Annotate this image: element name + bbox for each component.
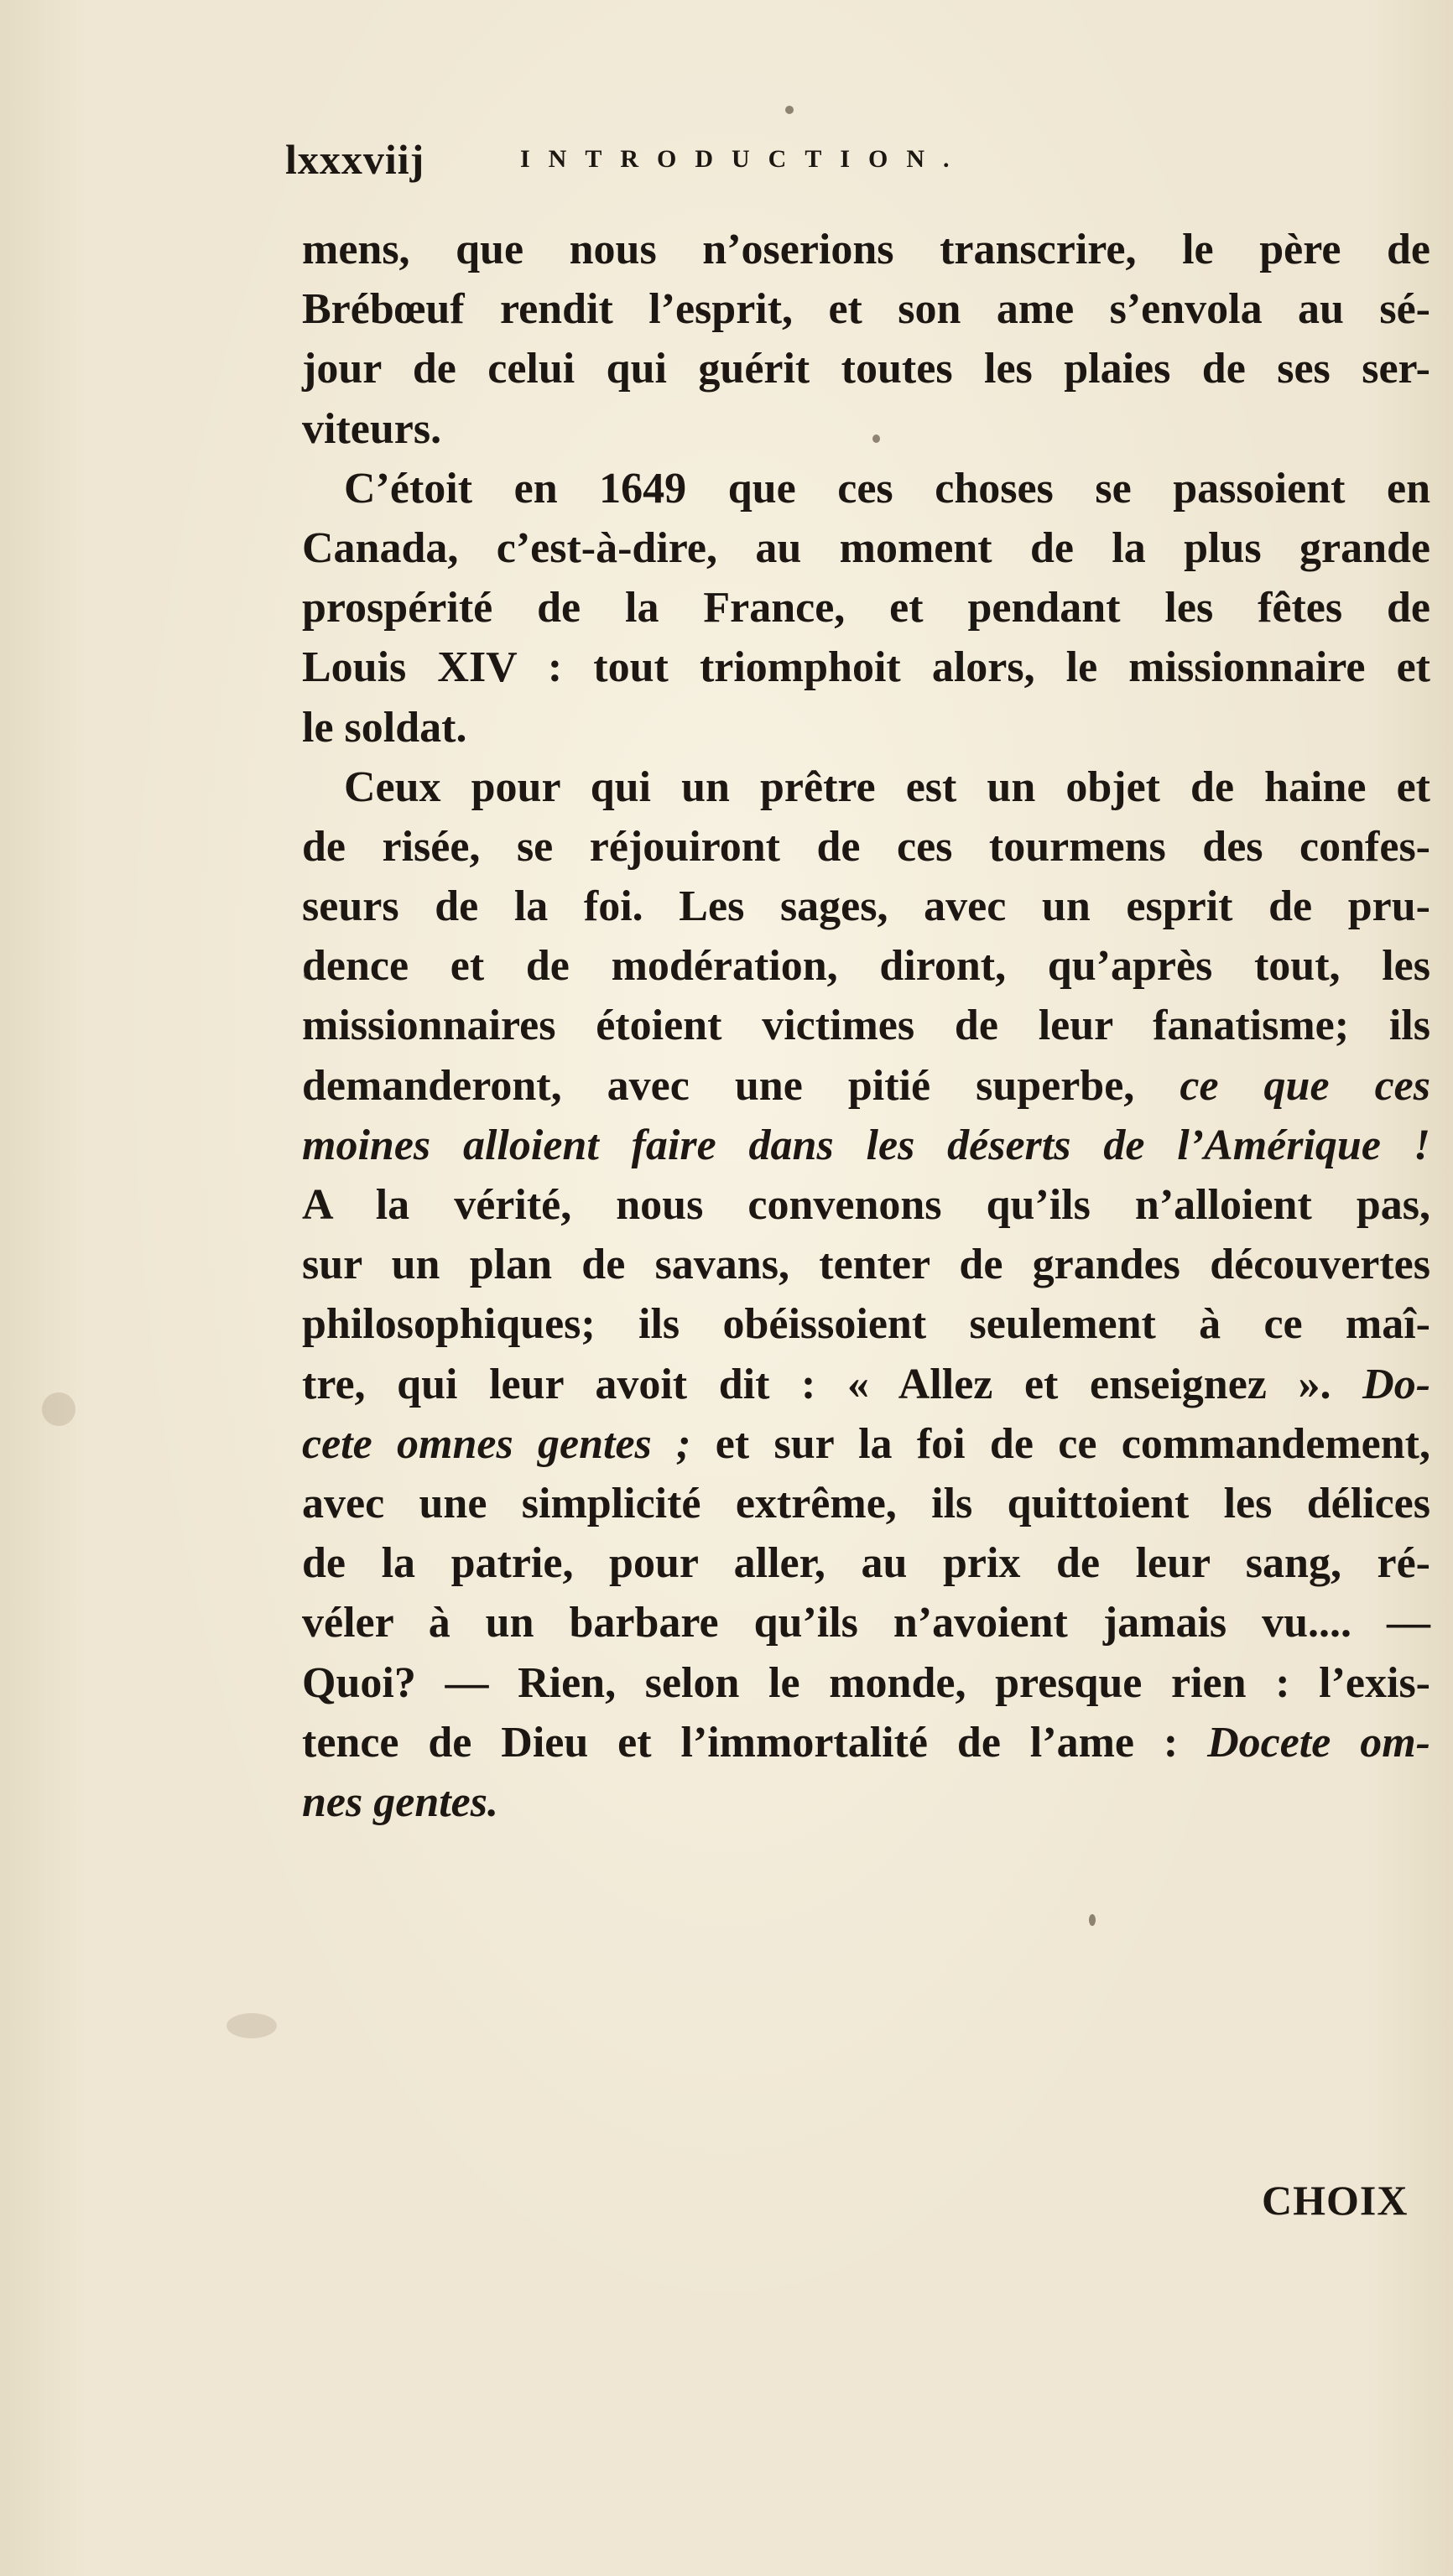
text-line: philosophiques; ils obéissoient seulement à ce maî-: [302, 1300, 1430, 1349]
text-line: Quoi? — Rien, selon le monde, presque rien : l’exis-: [302, 1658, 1430, 1707]
text-line: le soldat.: [302, 703, 467, 752]
text-line: A la vérité, nous convenons qu’ils n’alloient pas,: [302, 1181, 1430, 1229]
text-line: dence et de modération, diront, qu’après tout, les: [302, 942, 1430, 991]
paper-stain: [227, 2013, 277, 2038]
ink-speck: [785, 106, 794, 114]
text-line: missionnaires étoient victimes de leur fanatisme; ils: [302, 1002, 1430, 1050]
text-line: C’étoit en 1649 que ces choses se passoient en: [344, 464, 1430, 513]
text-line: Ceux pour qui un prêtre est un objet de haine et: [344, 762, 1430, 811]
text-line: prospérité de la France, et pendant les fêtes de: [302, 584, 1430, 632]
text-segment: et sur la foi de ce commandement,: [715, 1419, 1431, 1468]
italic-text: cete omnes gentes ;: [302, 1419, 691, 1468]
page-header: [285, 134, 1275, 185]
paper-stain: [42, 1392, 76, 1426]
italic-line: nes gentes.: [302, 1777, 498, 1826]
text-line: de risée, se réjouiront de ces tourmens des confes-: [302, 822, 1430, 871]
text-segment: tre, qui leur avoit dit : « Allez et enseignez ».: [302, 1360, 1331, 1408]
text-line: viteurs.: [302, 404, 442, 453]
text-segment: demanderont, avec une pitié superbe,: [302, 1061, 1135, 1110]
running-head: INTRODUCTION.: [520, 145, 968, 173]
text-line: avec une simplicité extrême, ils quittoient les délices: [302, 1479, 1430, 1527]
text-line: jour de celui qui guérit toutes les plaies de ses ser-: [302, 345, 1430, 393]
text-segment: tence de Dieu et l’immortalité de l’ame :: [302, 1718, 1179, 1767]
text-line: sur un plan de savans, tenter de grandes découvertes: [302, 1241, 1430, 1289]
text-line: Canada, c’est-à-dire, au moment de la plus grande: [302, 523, 1430, 572]
catchword: CHOIX: [1262, 2177, 1409, 2224]
text-line: véler à un barbare qu’ils n’avoient jamais vu.... —: [302, 1599, 1430, 1647]
text-line: [302, 1414, 1430, 1474]
italic-text: Docete om-: [1207, 1718, 1430, 1767]
text-line: seurs de la foi. Les sages, avec un esprit de pru-: [302, 882, 1430, 931]
italic-text: ce que ces: [1180, 1061, 1431, 1110]
text-line: Brébœuf rendit l’esprit, et son ame s’envola au sé-: [302, 285, 1430, 334]
text-line: Louis XIV : tout triomphoit alors, le missionnaire et: [302, 643, 1430, 692]
page-number: lxxxviij: [285, 136, 425, 183]
text-line: [302, 1056, 1430, 1116]
italic-text: Do-: [1362, 1360, 1431, 1408]
text-line: mens, que nous n’oserions transcrire, le père de: [302, 226, 1430, 273]
ink-speck: [1089, 1914, 1096, 1926]
italic-line: moines alloient faire dans les déserts de l’Amérique !: [302, 1121, 1430, 1169]
text-line: de la patrie, pour aller, au prix de leur sang, ré-: [302, 1539, 1430, 1588]
body-text: [302, 220, 1430, 1832]
text-line: [302, 1355, 1430, 1414]
text-line: [302, 1713, 1430, 1772]
